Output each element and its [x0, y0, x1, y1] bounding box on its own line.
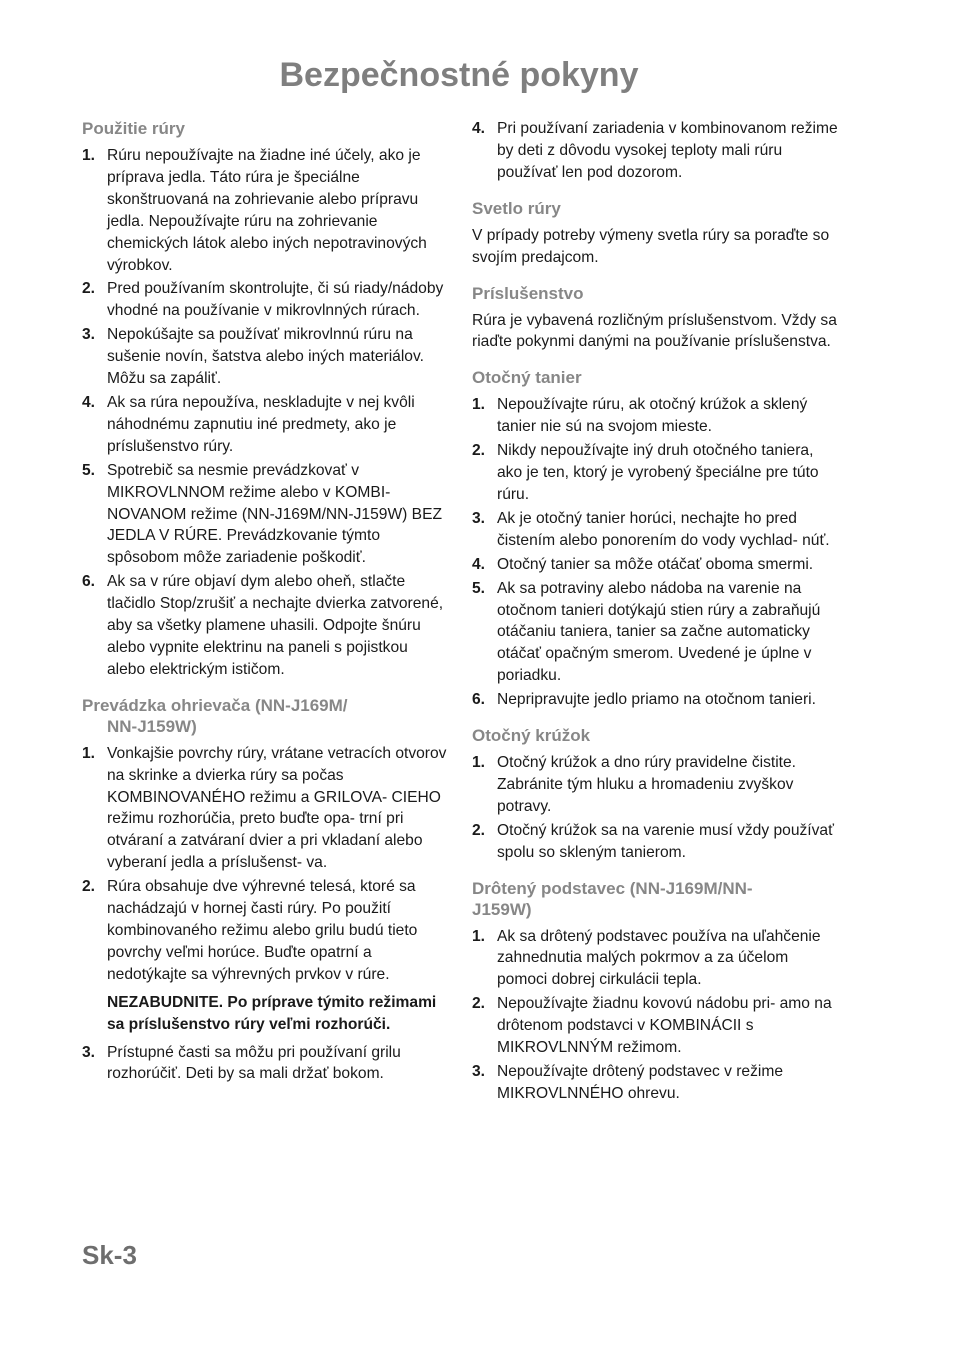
instruction-list — [472, 118, 840, 184]
instruction-list — [472, 926, 840, 1105]
instruction-list — [472, 394, 840, 711]
item-number: 5. — [82, 461, 96, 479]
section-prevadzka-ohrievaca — [82, 695, 447, 1086]
instruction-list — [472, 752, 840, 864]
item-number: 3. — [82, 1043, 96, 1061]
section-otocny-tanier — [472, 367, 840, 711]
list-item — [472, 508, 840, 552]
item-number: 4. — [82, 393, 96, 411]
item-number: 3. — [82, 326, 96, 344]
section-continued — [472, 118, 840, 184]
instruction-list — [82, 145, 447, 681]
item-text: Nepokúšajte sa používať mikrovlnnú rúru na sušenie novín, šatstva alebo iných materiálov. Môžu sa zapáliť. — [107, 326, 424, 388]
list-item — [472, 118, 840, 184]
section-heading: Otočný krúžok — [472, 726, 591, 746]
list-item — [82, 876, 447, 986]
section-heading-line: Prevádzka ohrievača (NN-J169M/ — [82, 695, 348, 715]
item-text: Nepoužívajte rúru, ak otočný krúžok a sklený tanier nie sú na svojom mieste. — [497, 396, 808, 436]
item-number: 6. — [472, 691, 486, 709]
item-text: Ak sa drôtený podstavec používa na uľahčenie zahnednutia malých pokrmov a za účelom pomoci dobrej cirkulácii tepla. — [497, 927, 821, 989]
item-text: Ak sa v rúre objaví dym alebo oheň, stlačte tlačidlo Stop/zrušiť a nechajte dvierka zatvorené, aby sa všetky plamene uhasili. Odpojte šnúru alebo vypnite elektrinu na paneli s pojistkou alebo elektrickým ističom. — [107, 573, 444, 678]
item-number: 5. — [472, 579, 486, 597]
item-text: Otočný krúžok a dno rúry pravidelne čistite. Zabránite tým hluku a hromadeniu zvyškov potravy. — [497, 754, 797, 815]
section-heading: Príslušenstvo — [472, 283, 584, 303]
item-text: Spotrebič sa nesmie prevádzkovať v MIKROVLNNOM režime alebo v KOMBI- NOVANOM režime (NN-J169M/NN-J159W) BEZ JEDLA V RÚRE. Prevádzkovanie týmto spôsobom môže zariadenie poškodiť. — [107, 461, 443, 567]
item-text: Nepripravujte jedlo priamo na otočnom tanieri. — [497, 691, 816, 709]
section-heading: Svetlo rúry — [472, 198, 561, 218]
list-item — [82, 1042, 447, 1086]
item-number: 1. — [472, 754, 486, 772]
item-text: Ak sa potraviny alebo nádoba na varenie na otočnom tanieri dotýkajú stien rúry a zabraňujú otáčaniu taniera, tanier sa začne automaticky otáčať opačným smerom. Uvedené je úplne v poriadku. — [497, 579, 821, 685]
section-prislusenstvo — [472, 283, 840, 354]
section-svetlo-rury — [472, 198, 840, 269]
item-text: Rúra obsahuje dve výhrevné telesá, ktoré sa nachádzajú v hornej časti rúry. Po použití kombinovaného režimu alebo grilu budú tieto povrchy veľmi horúce. Buďte opatrní a nedotýkajte sa výhrevných prvkov v rúre. — [107, 878, 418, 983]
item-text: Ak sa rúra nepoužíva, neskladujte v nej kvôli náhodnému zapnutiu iné predmety, ako je príslušenstvo rúry. — [107, 393, 415, 455]
section-heading: Otočný tanier — [472, 368, 582, 388]
section-otocny-kruzok — [472, 725, 840, 864]
warning-note: NEZABUDNITE. Po príprave týmito režimami sa príslušenstvo rúry veľmi rozhorúči. — [107, 993, 437, 1033]
item-number: 2. — [82, 280, 96, 298]
item-number: 2. — [472, 442, 486, 460]
item-number: 3. — [472, 1063, 486, 1080]
item-number: 1. — [472, 396, 486, 414]
left-column — [82, 118, 447, 1099]
list-item — [472, 440, 840, 506]
item-text: Nepoužívajte drôtený podstavec v režime MIKROVLNNÉHO ohrevu. — [497, 1063, 784, 1102]
list-item — [472, 926, 840, 992]
list-item — [472, 578, 840, 688]
item-text: Otočný tanier sa môže otáčať oboma smermi. — [497, 555, 814, 573]
list-item — [472, 554, 840, 576]
section-heading — [472, 878, 840, 920]
list-item — [82, 324, 447, 390]
item-number: 2. — [82, 878, 96, 896]
item-text: Otočný krúžok sa na varenie musí vždy používať spolu so skleným tanierom. — [497, 821, 834, 861]
list-item — [472, 820, 840, 864]
item-number: 1. — [82, 744, 96, 762]
item-text: Vonkajšie povrchy rúry, vrátane vetracích otvorov na skrinke a dvierka rúry sa počas KOMBINOVANÉHO režimu a GRILOVA- CIEHO režimu rozhorúčia, preto buďte opa- trní pri otváraní a zatváraní dvier a pri vkladaní alebo vyberaní jedla a príslušenst- va. — [107, 744, 447, 872]
section-heading-line: NN-J159W) — [107, 716, 197, 736]
item-text: Nikdy nepoužívajte iný druh otočného taniera, ako je ten, ktorý je vyrobený špeciálne pre túto rúru. — [497, 442, 819, 503]
item-number: 1. — [82, 147, 96, 164]
section-text: V prípady potreby výmeny svetla rúry sa poraďte so svojím predajcom. — [472, 226, 830, 266]
instruction-list — [82, 1042, 447, 1086]
list-item — [82, 392, 447, 458]
item-text: Pri používaní zariadenia v kombinovanom režime by deti z dôvodu vysokej teploty mali rúru používať len pod dozorom. — [497, 120, 838, 181]
right-column — [472, 118, 840, 1119]
item-number: 3. — [472, 509, 486, 527]
page-number: Sk-3 — [82, 1240, 137, 1270]
item-number: 2. — [472, 995, 486, 1013]
item-number: 4. — [472, 120, 486, 137]
item-number: 2. — [472, 821, 486, 839]
section-heading-line: Drôtený podstavec (NN-J169M/NN- — [472, 878, 753, 898]
section-heading: Použitie rúry — [82, 119, 185, 138]
instruction-list — [82, 743, 447, 986]
section-droteny-podstavec — [472, 878, 840, 1105]
list-item — [472, 1061, 840, 1105]
section-heading — [82, 695, 447, 737]
item-text: Ak je otočný tanier horúci, nechajte ho pred čistením alebo ponorením do vody vychlad- núť. — [497, 509, 830, 549]
item-number: 4. — [472, 555, 486, 573]
list-item — [472, 752, 840, 818]
item-number: 1. — [472, 927, 486, 945]
item-text: Prístupné časti sa môžu pri používaní grilu rozhorúčiť. Deti by sa mali držať bokom. — [107, 1043, 401, 1083]
list-item — [82, 743, 447, 874]
list-item — [472, 689, 840, 711]
page-title: Bezpečnostné pokyny — [279, 56, 639, 94]
list-item — [82, 278, 447, 322]
item-text: Nepoužívajte žiadnu kovovú nádobu pri- amo na drôtenom podstavci v KOMBINÁCII s MIKROVLNNÝM režimom. — [497, 995, 832, 1057]
list-item — [82, 571, 447, 681]
list-item — [472, 993, 840, 1059]
section-heading-line: J159W) — [472, 899, 532, 919]
list-item — [82, 145, 447, 276]
list-item — [82, 460, 447, 570]
list-item — [472, 394, 840, 438]
item-number: 6. — [82, 573, 96, 591]
section-text: Rúra je vybavená rozličným príslušenstvom. Vždy sa riaďte pokynmi danými na používanie príslušenstva. — [472, 311, 837, 351]
section-pouzitie-rury — [82, 118, 447, 681]
item-text: Rúru nepoužívajte na žiadne iné účely, ako je príprava jedla. Táto rúra je špeciálne skonštruovaná na zohrievanie alebo prípravu jedla. Nepoužívajte rúru na zohrievanie chemických látok alebo iných nepotravinových výrobkov. — [107, 147, 427, 274]
item-text: Pred používaním skontrolujte, či sú riady/nádoby vhodné na používanie v mikrovlnných rúrach. — [107, 280, 444, 320]
